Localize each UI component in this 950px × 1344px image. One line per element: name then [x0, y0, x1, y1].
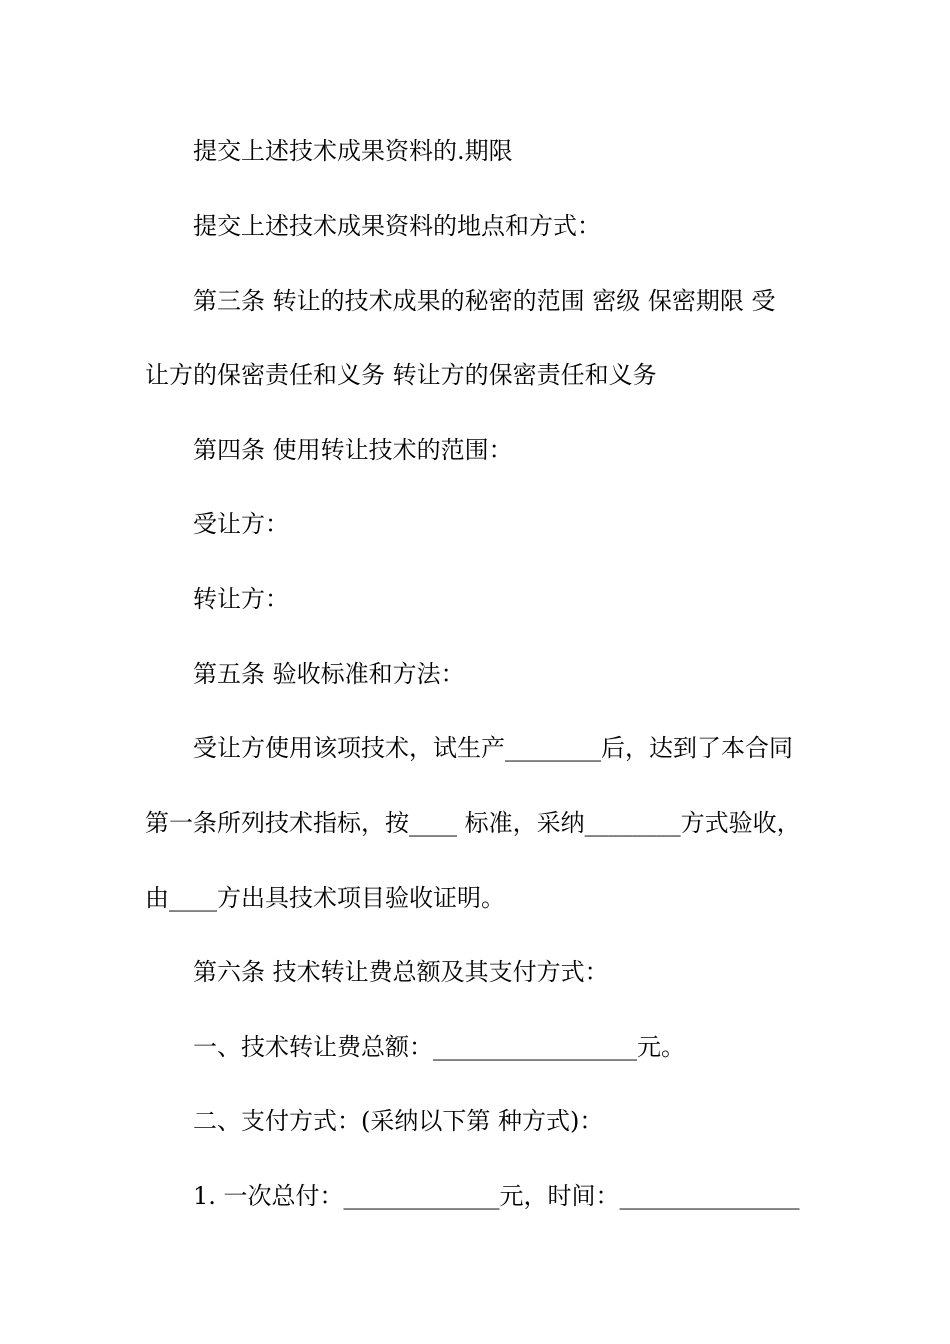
text-line-acceptance-2: 第一条所列技术指标，按____ 标准，采纳________方式验收， — [145, 809, 801, 837]
text-line-total-fee: 一、技术转让费总额：_________________元。 — [193, 1033, 685, 1061]
text-line-transferee: 受让方： — [193, 510, 289, 538]
text-line-payment-method: 二、支付方式：(采纳以下第 种方式)： — [193, 1107, 604, 1135]
text-line-transferor: 转让方： — [193, 585, 289, 613]
text-line-article-5-heading: 第五条 验收标准和方法： — [193, 660, 465, 688]
text-line-article-6-heading: 第六条 技术转让费总额及其支付方式： — [193, 958, 609, 986]
text-line-submission-deadline: 提交上述技术成果资料的.期限 — [193, 137, 513, 165]
text-line-article-4-heading: 第四条 使用转让技术的范围： — [193, 436, 513, 464]
text-line-lump-sum-payment: 1. 一次总付：_____________元，时间：_______________ — [193, 1182, 800, 1210]
text-line-article-3-continued: 让方的保密责任和义务 转让方的保密责任和义务 — [145, 361, 657, 389]
text-line-acceptance-3: 由____方出具技术项目验收证明。 — [145, 884, 505, 912]
text-line-article-3-heading: 第三条 转让的技术成果的秘密的范围 密级 保密期限 受 — [193, 287, 776, 315]
text-line-submission-place-method: 提交上述技术成果资料的地点和方式： — [193, 212, 601, 240]
text-line-acceptance-1: 受让方使用该项技术，试生产________后，达到了本合同 — [193, 734, 793, 762]
